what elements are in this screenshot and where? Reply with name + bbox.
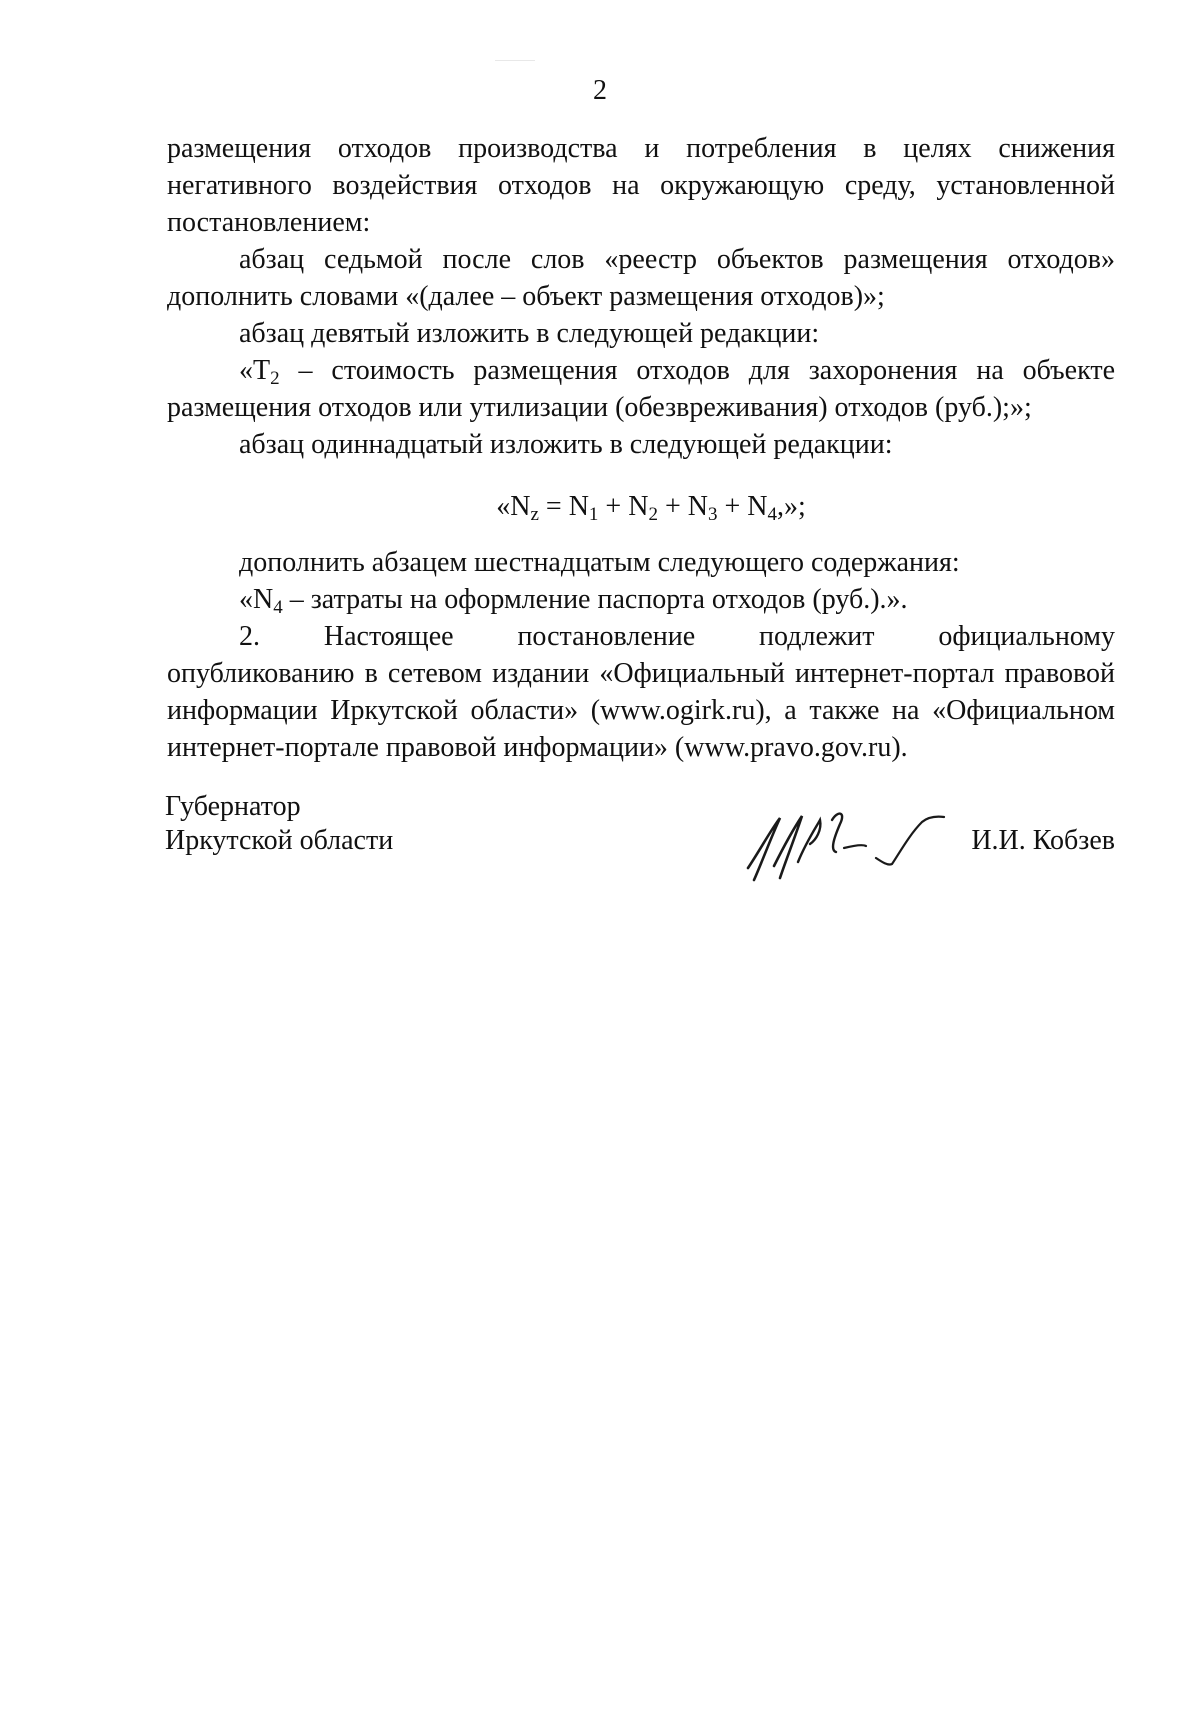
formula-eq: = N xyxy=(538,491,589,522)
formula-sub-4: 4 xyxy=(767,504,777,525)
formula-nz xyxy=(167,488,1115,525)
formula-plus-1: + N xyxy=(598,491,649,522)
paragraph-point-two-rest: опубликованию в сетевом издании «Официальный интернет-портал правовой информации Иркутской области» (www.ogirk.ru), а также на «Официальном интернет-портале правовой информации» (www.pravo.gov.ru). xyxy=(167,658,1115,763)
t2-prefix: «T xyxy=(239,355,271,386)
formula-sub-2: 2 xyxy=(648,504,658,525)
t2-text: – стоимость размещения отходов для захоронения на объекте размещения отходов или утилизации (обезвреживания) отходов (руб.);»; xyxy=(167,355,1115,423)
formula-plus-2: + N xyxy=(657,491,708,522)
formula-open: «N xyxy=(496,491,531,522)
paragraph-seventh-abzac: абзац седьмой после слов «реестр объектов размещения отходов» дополнить словами «(далее – объект размещения отходов)»; xyxy=(167,244,1115,312)
paragraph-point-two-first-line: 2. Настоящее постановление подлежит официальному xyxy=(239,621,1115,652)
signatory-title xyxy=(165,790,393,858)
formula-sub-z: z xyxy=(530,504,539,525)
paragraph-sixteenth-abzac-intro: дополнить абзацем шестнадцатым следующего содержания: xyxy=(239,547,960,578)
formula-sub-3: 3 xyxy=(707,504,718,525)
t2-subscript: 2 xyxy=(270,368,280,389)
signer-name: И.И. Кобзев xyxy=(971,825,1115,856)
n4-prefix: «N xyxy=(239,584,274,615)
formula-close: ,»; xyxy=(776,491,806,522)
paragraph-ninth-abzac-intro: абзац девятый изложить в следующей редакции: xyxy=(239,318,820,349)
signatory-title-line1: Губернатор xyxy=(165,791,301,822)
page-number: 2 xyxy=(593,75,607,106)
scan-artifact xyxy=(495,60,535,61)
n4-text: – затраты на оформление паспорта отходов (руб.).». xyxy=(282,584,908,615)
paragraph-eleventh-abzac-intro: абзац одиннадцатый изложить в следующей редакции: xyxy=(239,429,893,460)
paragraph-n4-definition xyxy=(167,581,1115,618)
handwritten-signature xyxy=(740,800,980,910)
signatory-title-line2: Иркутской области xyxy=(165,825,394,856)
document-body xyxy=(167,130,1115,766)
paragraph-continuation: размещения отходов производства и потребления в целях снижения негативного воздействия отходов на окружающую среду, установленной постановлением: xyxy=(167,133,1115,238)
n4-subscript: 4 xyxy=(273,597,283,618)
formula-sub-1: 1 xyxy=(588,504,599,525)
paragraph-t2-definition xyxy=(167,352,1115,426)
formula-plus-3: + N xyxy=(717,491,768,522)
